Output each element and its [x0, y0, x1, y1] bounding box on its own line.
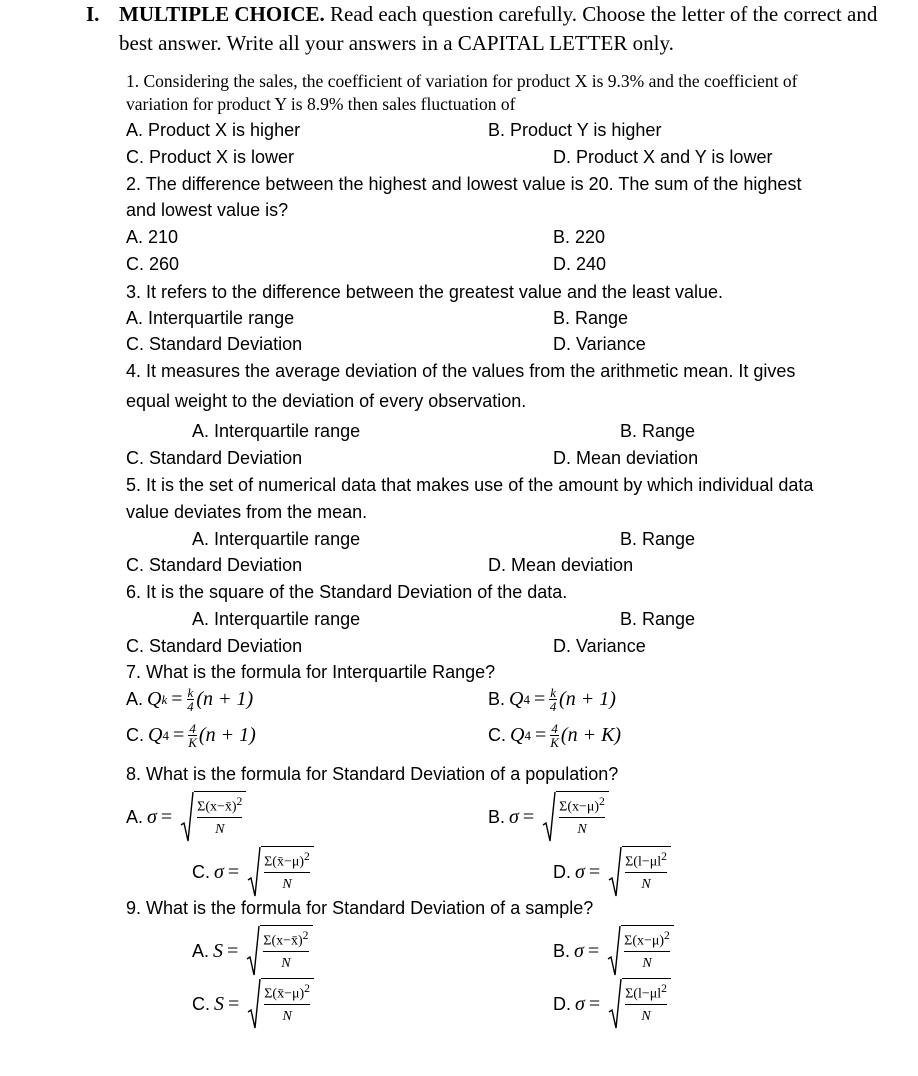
q8-c-sigma: σ: [214, 860, 224, 883]
q8-d-sqrt: [608, 846, 671, 898]
q8-c-sqrt: [247, 846, 314, 898]
q3-option-c: C. Standard Deviation: [126, 334, 303, 354]
q7-a-label: A.: [126, 689, 144, 709]
q3-option-a: A. Interquartile range: [126, 308, 295, 328]
q8-option-d: [553, 846, 671, 898]
q8-a-sigma: σ: [147, 805, 157, 828]
q7-b-label: B.: [488, 689, 506, 709]
q9-d-denominator: N: [641, 1008, 651, 1024]
q7-d-rhs: (n + K): [560, 724, 622, 746]
q2-stem-2: and lowest value is?: [126, 200, 289, 220]
q9-d-numerator: Σ(l−μl: [625, 986, 662, 1002]
q7-b-rhs: (n + 1): [559, 688, 616, 710]
q9-c-numerator: Σ(x̄−μ): [264, 986, 305, 1002]
q9-b-equals: =: [587, 939, 600, 962]
q7-option-c: C. Q 4 = $\frac{4}{K}$ (n + 1): [126, 721, 256, 750]
q5-option-b: B. Range: [620, 529, 696, 549]
q6-option-c: C. Standard Deviation: [126, 636, 303, 656]
q8-c-exponent: 2: [304, 850, 310, 863]
q9-option-b: [553, 925, 674, 977]
q8-d-denominator: N: [641, 876, 651, 892]
q8-a-numerator: Σ(x−x̄): [197, 799, 237, 815]
q6-option-d: D. Variance: [553, 636, 646, 656]
q8-b-denominator: N: [577, 821, 587, 837]
q8-d-label: D.: [553, 861, 571, 882]
q9-a-s: S: [213, 939, 224, 962]
q6-option-a: A. Interquartile range: [192, 609, 361, 629]
q2-option-a: A. 210: [126, 227, 179, 247]
q2-option-d: D. 240: [553, 254, 607, 274]
q3-option-d: D. Variance: [553, 334, 646, 354]
q9-a-label: A.: [192, 940, 210, 961]
q8-a-label: A.: [126, 806, 144, 827]
q9-a-denominator: N: [281, 955, 291, 971]
q1-option-a: A. Product X is higher: [126, 120, 301, 140]
q9-b-numerator: Σ(x−μ): [624, 933, 665, 949]
q9-a-equals: =: [227, 939, 239, 962]
q9-b-sigma: σ: [574, 939, 584, 962]
q2-option-b: B. 220: [553, 227, 606, 247]
q9-c-exponent: 2: [304, 982, 310, 995]
q7-b-lhs: Q: [509, 688, 524, 710]
q7-a-lhs: Q: [147, 688, 162, 710]
q4-option-d: D. Mean deviation: [553, 448, 699, 468]
q8-d-equals: =: [588, 860, 601, 883]
q9-d-sigma: σ: [575, 992, 585, 1015]
q7-a-rhs: (n + 1): [196, 688, 254, 710]
q1-option-b: B. Product Y is higher: [488, 120, 662, 140]
q6-option-b: B. Range: [620, 609, 696, 629]
section-heading: [86, 0, 99, 28]
q7-c-sub: 4: [162, 727, 169, 743]
q4-option-a: A. Interquartile range: [192, 421, 361, 441]
q9-a-exponent: 2: [302, 929, 309, 942]
q7-option-a: A. Q k = $\frac{k}{4}$ (n + 1): [126, 685, 254, 714]
q7-d-label: C.: [488, 725, 506, 745]
q8-option-a: [126, 791, 246, 843]
q8-a-sqrt: [180, 791, 246, 843]
q9-b-exponent: 2: [664, 929, 670, 942]
q1-option-d: D. Product X and Y is lower: [553, 147, 773, 167]
q8-d-numerator: Σ(l−μl: [625, 854, 662, 870]
q5-option-d: D. Mean deviation: [488, 555, 634, 575]
q8-b-exponent: 2: [599, 795, 605, 808]
q9-d-exponent: 2: [661, 982, 667, 995]
q7-a-sub: k: [161, 691, 168, 707]
q8-option-c: [192, 846, 314, 898]
q9-c-label: C.: [192, 993, 210, 1014]
section-instructions-2: best answer. Write all your answers in a CAPITAL LETTER only.: [119, 31, 674, 55]
q3-stem-1: 3. It refers to the difference between the greatest value and the least value.: [126, 282, 724, 302]
q8-c-numerator: Σ(x̄−μ): [264, 854, 305, 870]
q7-d-fraction: $\frac{4}{K}$: [550, 721, 559, 750]
q8-b-sigma: σ: [509, 805, 519, 828]
q2-option-c: C. 260: [126, 254, 180, 274]
q9-d-label: D.: [553, 993, 571, 1014]
q4-option-b: B. Range: [620, 421, 696, 441]
q7-stem-1: 7. What is the formula for Interquartile Range?: [126, 662, 496, 682]
q4-option-c: C. Standard Deviation: [126, 448, 303, 468]
q5-stem-1: 5. It is the set of numerical data that makes use of the amount by which individual data: [126, 475, 814, 495]
q7-d-sub: 4: [524, 727, 531, 743]
q9-option-d: [553, 978, 671, 1030]
q8-stem-1: 8. What is the formula for Standard Deviation of a population?: [126, 764, 619, 784]
q5-option-a: A. Interquartile range: [192, 529, 361, 549]
q2-stem-1: 2. The difference between the highest and lowest value is 20. The sum of the highest: [126, 174, 802, 194]
q8-a-equals: =: [160, 805, 173, 828]
q9-c-equals: =: [228, 992, 240, 1015]
q9-d-equals: =: [588, 992, 601, 1015]
q9-b-sqrt: [607, 925, 674, 977]
q8-b-sqrt: [542, 791, 609, 843]
q9-b-label: B.: [553, 940, 571, 961]
q9-option-a: [192, 925, 313, 977]
q1-option-c: C. Product X is lower: [126, 147, 295, 167]
q7-d-lhs: Q: [510, 724, 525, 746]
q8-c-denominator: N: [282, 876, 292, 892]
q8-a-denominator: N: [215, 821, 225, 837]
q7-c-label: C.: [126, 725, 144, 745]
q8-d-exponent: 2: [661, 850, 667, 863]
q9-c-denominator: N: [282, 1008, 292, 1024]
q8-b-label: B.: [488, 806, 506, 827]
q8-a-exponent: 2: [236, 795, 243, 808]
q8-c-label: C.: [192, 861, 210, 882]
q8-option-b: [488, 791, 609, 843]
q9-c-sqrt: [247, 978, 314, 1030]
q9-a-numerator: Σ(x−x̄): [263, 933, 303, 949]
q7-c-fraction: $\frac{4}{K}$: [188, 721, 197, 750]
q4-stem-2: equal weight to the deviation of every observation.: [126, 391, 527, 411]
q7-b-fraction: $\frac{k}{4}$: [549, 685, 557, 714]
q5-stem-2: value deviates from the mean.: [126, 502, 368, 522]
q1-stem-1: 1. Considering the sales, the coefficient of variation for product X is 9.3% and the coefficient of: [126, 71, 798, 91]
section-instructions-1: Read each question carefully. Choose the letter of the correct and: [330, 2, 878, 26]
q7-c-lhs: Q: [148, 724, 163, 746]
q3-option-b: B. Range: [553, 308, 629, 328]
q5-option-c: C. Standard Deviation: [126, 555, 303, 575]
section-line-1: [119, 0, 877, 28]
q9-d-sqrt: [608, 978, 671, 1030]
q8-d-sigma: σ: [575, 860, 585, 883]
q9-stem-1: 9. What is the formula for Standard Deviation of a sample?: [126, 898, 594, 918]
q8-b-equals: =: [522, 805, 535, 828]
q9-a-sqrt: [246, 925, 312, 977]
q7-option-d: C. Q 4 = $\frac{4}{K}$ (n + K): [488, 721, 622, 750]
q1-stem-2: variation for product Y is 8.9% then sales fluctuation of: [126, 94, 516, 114]
q7-b-sub: 4: [523, 691, 530, 707]
q9-b-denominator: N: [642, 955, 652, 971]
q7-option-b: B. Q 4 = $\frac{k}{4}$ (n + 1): [488, 685, 616, 714]
q8-b-numerator: Σ(x−μ): [559, 799, 600, 815]
section-title: MULTIPLE CHOICE.: [119, 2, 325, 26]
section-number: I.: [86, 2, 100, 26]
q8-c-equals: =: [227, 860, 240, 883]
q9-option-c: [192, 978, 314, 1030]
q6-stem-1: 6. It is the square of the Standard Deviation of the data.: [126, 582, 568, 602]
q7-a-fraction: $\frac{k}{4}$: [187, 685, 194, 714]
q4-stem-1: 4. It measures the average deviation of the values from the arithmetic mean. It gives: [126, 361, 796, 381]
q7-c-rhs: (n + 1): [198, 724, 256, 746]
q9-c-s: S: [214, 992, 224, 1015]
